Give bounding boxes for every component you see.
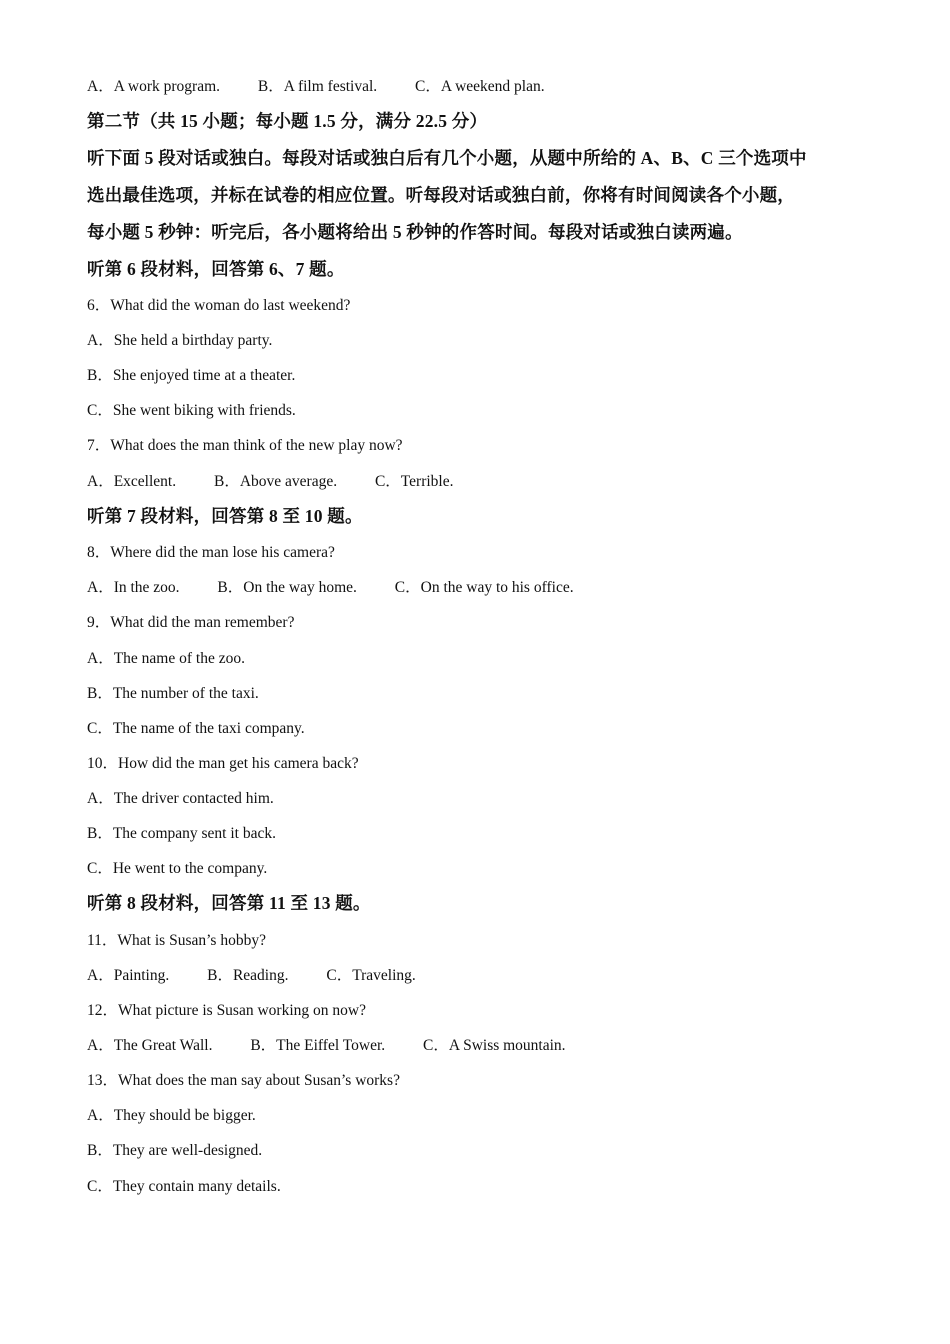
q9-option-b[interactable]: B．The number of the taxi. (87, 685, 259, 702)
q8-option-b[interactable]: B．On the way home. (217, 579, 357, 596)
q5-option-a[interactable]: A．A work program. (87, 78, 221, 95)
q8-option-a[interactable]: A．In the zoo. (87, 579, 180, 596)
q9-option-c[interactable]: C．The name of the taxi company. (87, 720, 305, 737)
q6-option-c[interactable]: C．She went biking with friends. (87, 402, 296, 419)
q12-options-row (87, 1036, 566, 1056)
q9-stem: 9．What did the man remember? (87, 614, 295, 631)
part6-header: 听第 6 段材料，回答第 6、7 题。 (87, 259, 345, 279)
section2-instruction-line-2: 选出最佳选项，并标在试卷的相应位置。听每段对话或独白前，你将有时间阅读各个小题， (87, 185, 795, 205)
q10-option-c[interactable]: C．He went to the company. (87, 860, 268, 877)
q13-option-c[interactable]: C．They contain many details. (87, 1178, 281, 1195)
q7-options-row (87, 472, 454, 492)
section2-title: 第二节（共 15 小题；每小题 1.5 分，满分 22.5 分） (87, 111, 488, 131)
q7-option-b[interactable]: B．Above average. (213, 473, 338, 490)
q13-option-a[interactable]: A．They should be bigger. (87, 1107, 256, 1124)
q13-stem: 13．What does the man say about Susan’s works? (87, 1072, 400, 1089)
q10-option-b[interactable]: B．The company sent it back. (87, 825, 276, 842)
q12-stem: 12．What picture is Susan working on now? (87, 1002, 366, 1019)
q5-option-b[interactable]: B．A film festival. (257, 78, 378, 95)
q7-stem: 7．What does the man think of the new play now? (87, 437, 403, 454)
q8-stem: 8．Where did the man lose his camera? (87, 544, 335, 561)
section2-instruction-line-3: 每小题 5 秒钟：听完后，各小题将给出 5 秒钟的作答时间。每段对话或独白读两遍。 (87, 222, 743, 242)
q10-stem: 10．How did the man get his camera back? (87, 755, 359, 772)
q13-option-b[interactable]: B．They are well-designed. (87, 1142, 263, 1159)
q12-option-b[interactable]: B．The Eiffel Tower. (250, 1037, 386, 1054)
q11-stem: 11．What is Susan’s hobby? (87, 932, 266, 949)
q9-option-a[interactable]: A．The name of the zoo. (87, 650, 245, 667)
q5-option-c[interactable]: C．A weekend plan. (415, 78, 545, 95)
q11-option-c[interactable]: C．Traveling. (326, 967, 416, 984)
q12-option-a[interactable]: A．The Great Wall. (87, 1037, 213, 1054)
q5-options-row (87, 77, 545, 97)
q6-option-b[interactable]: B．She enjoyed time at a theater. (87, 367, 296, 384)
q11-option-a[interactable]: A．Painting. (87, 967, 170, 984)
q8-option-c[interactable]: C．On the way to his office. (394, 579, 574, 596)
q6-stem: 6．What did the woman do last weekend? (87, 297, 351, 314)
q6-option-a[interactable]: A．She held a birthday party. (87, 332, 273, 349)
q10-option-a[interactable]: A．The driver contacted him. (87, 790, 274, 807)
q8-options-row (87, 578, 574, 598)
section2-instruction-line-1: 听下面 5 段对话或独白。每段对话或独白后有几个小题，从题中所给的 A、B、C 三个选项中 (87, 148, 807, 168)
q7-option-a[interactable]: A．Excellent. (87, 473, 177, 490)
q11-option-b[interactable]: B．Reading. (207, 967, 289, 984)
q11-options-row (87, 966, 416, 986)
q7-option-c[interactable]: C．Terrible. (374, 473, 454, 490)
q12-option-c[interactable]: C．A Swiss mountain. (423, 1037, 566, 1054)
part8-header: 听第 8 段材料，回答第 11 至 13 题。 (87, 893, 371, 913)
part7-header: 听第 7 段材料，回答第 8 至 10 题。 (87, 506, 363, 526)
